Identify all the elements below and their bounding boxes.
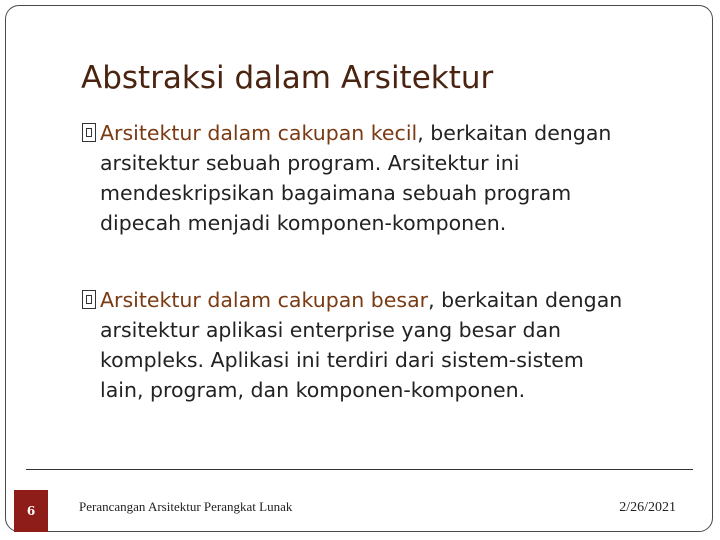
slide-title: Abstraksi dalam Arsitektur [81,60,494,96]
bullet-text: dipecah menjadi komponen-komponen. [100,211,507,235]
bullet-text: mendeskripsikan bagaimana sebuah program [100,181,572,205]
footer-title: Perancangan Arsitektur Perangkat Lunak [79,499,293,514]
bullet-text: kompleks. Aplikasi ini terdiri dari sistem-sistem [100,348,584,372]
bullet-small-scope [82,118,692,238]
bullet-marker-icon [82,290,96,309]
slide-number: 6 [14,490,48,532]
bullet-text: arsitektur aplikasi enterprise yang besar dan [100,318,562,342]
bullet-large-scope [82,285,692,405]
bullet-highlight: Arsitektur dalam cakupan kecil [100,121,418,145]
footer-divider [26,469,693,470]
bullet-text: , berkaitan dengan [428,288,623,312]
bullet-highlight: Arsitektur dalam cakupan besar [100,288,429,312]
footer-date: 2/26/2021 [619,500,676,515]
bullet-marker-icon [82,123,96,142]
bullet-text: , berkaitan dengan [417,121,612,145]
bullet-text: lain, program, dan komponen-komponen. [100,378,526,402]
bullet-text: arsitektur sebuah program. Arsitektur ini [100,151,520,175]
